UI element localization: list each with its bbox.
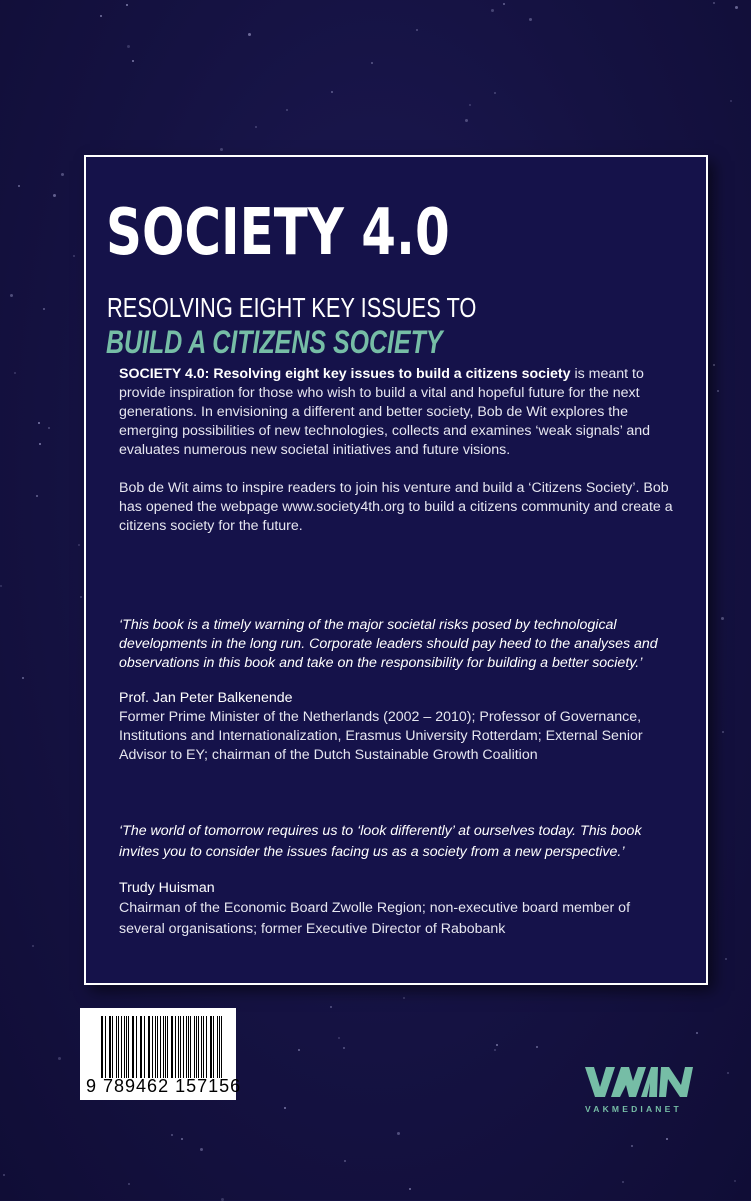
star-dot [409, 1188, 411, 1190]
star-dot [491, 9, 494, 12]
star-dot [298, 1049, 300, 1051]
book-title: SOCIETY 4.0 [106, 196, 450, 270]
isbn-number: 9 789462 157156 [86, 1076, 242, 1096]
star-dot [338, 1037, 340, 1039]
star-dot [696, 1032, 698, 1034]
star-dot [38, 422, 40, 424]
star-dot [371, 62, 373, 64]
star-dot [32, 945, 34, 947]
star-dot [80, 596, 82, 598]
star-dot [496, 1044, 498, 1046]
star-dot [22, 677, 24, 679]
star-dot [631, 1145, 633, 1147]
star-dot [10, 294, 13, 297]
star-dot [255, 126, 257, 128]
star-dot [343, 1047, 345, 1049]
star-dot [100, 15, 102, 17]
star-dot [465, 119, 468, 122]
star-dot [722, 731, 724, 733]
star-dot [58, 1057, 61, 1060]
star-dot [128, 1183, 130, 1185]
endorser-role: Former Prime Minister of the Netherlands (2002 – 2010); Professor of Governance, Institutions and Internationalization, Erasmus University Rotterdam; External Senior Advisor to EY; chairman of the Dutch Sustainable Growth Coalition [119, 709, 643, 763]
subtitle-line-1: RESOLVING EIGHT KEY ISSUES TO [107, 292, 477, 323]
endorser-name: Prof. Jan Peter Balkenende [119, 690, 293, 706]
star-dot [286, 109, 288, 111]
endorser-name: Trudy Huisman [119, 880, 215, 896]
star-dot [416, 29, 418, 31]
star-dot [39, 443, 41, 445]
description [119, 365, 679, 536]
star-dot [220, 148, 223, 151]
isbn-barcode [80, 1008, 242, 1100]
star-dot [181, 1138, 183, 1140]
barcode-bars [101, 1016, 225, 1078]
star-dot [397, 1132, 400, 1135]
star-dot [53, 194, 56, 197]
endorser-role: Chairman of the Economic Board Zwolle Region; non-executive board member of several organisations; former Executive Director of Rabobank [119, 900, 631, 937]
star-dot [734, 1180, 736, 1182]
star-dot [200, 1148, 203, 1151]
star-dot [73, 255, 75, 257]
star-dot [717, 390, 719, 392]
star-dot [713, 364, 715, 366]
star-dot [0, 585, 2, 587]
star-dot [721, 617, 724, 620]
star-dot [61, 173, 64, 176]
star-dot [344, 1160, 346, 1162]
endorsement-1 [119, 616, 679, 765]
star-dot [14, 372, 16, 374]
vmn-logo-icon [585, 1067, 703, 1097]
subtitle-line-2: BUILD A CITIZENS SOCIETY [106, 324, 443, 360]
star-dot [622, 1181, 624, 1183]
star-dot [713, 2, 715, 4]
star-dot [503, 3, 505, 5]
star-dot [284, 1107, 286, 1109]
star-dot [3, 1174, 5, 1176]
star-dot [666, 1138, 668, 1140]
star-dot [78, 544, 80, 546]
endorsement-2 [119, 821, 679, 940]
star-dot [331, 91, 333, 93]
star-dot [494, 92, 496, 94]
star-dot [725, 958, 727, 960]
star-dot [730, 100, 732, 102]
star-dot [48, 427, 50, 429]
publisher-name: VAKMEDIANET [585, 1104, 682, 1114]
star-dot [127, 45, 130, 48]
star-dot [330, 1006, 332, 1008]
description-p1-rest: is meant to provide inspiration for those who wish to build a vital and hopeful future for the next generations. In envisioning a different and better society, Bob de Wit explores the emerging possibilities of new technologies, collects and examines ‘weak signals’ and evaluates numerous new societal initiatives and future visions. [119, 366, 651, 458]
star-dot [403, 997, 405, 999]
star-dot [727, 1072, 729, 1074]
description-paragraph-2: Bob de Wit aims to inspire readers to join his venture and build a ‘Citizens Society’. Bob has opened the webpage www.society4th.org to build a citizens community and create a citizens society for the future. [119, 480, 673, 534]
star-dot [126, 4, 128, 6]
star-dot [536, 1046, 538, 1048]
star-dot [469, 104, 471, 106]
star-dot [36, 495, 38, 497]
endorsement-quote: ‘The world of tomorrow requires us to ‘look differently’ at ourselves today. This book invites you to consider the issues facing us as a society from a new perspective.’ [119, 823, 642, 860]
star-dot [529, 18, 532, 21]
star-dot [171, 1134, 173, 1136]
star-dot [18, 185, 20, 187]
star-dot [132, 60, 134, 62]
description-bold-lead: SOCIETY 4.0: Resolving eight key issues to build a citizens society [119, 366, 571, 382]
star-dot [735, 6, 738, 9]
star-dot [248, 33, 251, 36]
description-paragraph-1 [119, 365, 679, 460]
publisher-logo [585, 1067, 705, 1114]
star-dot [43, 308, 45, 310]
star-dot [494, 1049, 496, 1051]
back-cover-panel [84, 155, 708, 985]
endorsement-quote: ‘This book is a timely warning of the major societal risks posed by technological developments in the long run. Corporate leaders should pay heed to the analyses and observations in this book and take on the responsibility for building a better society.’ [119, 617, 658, 671]
